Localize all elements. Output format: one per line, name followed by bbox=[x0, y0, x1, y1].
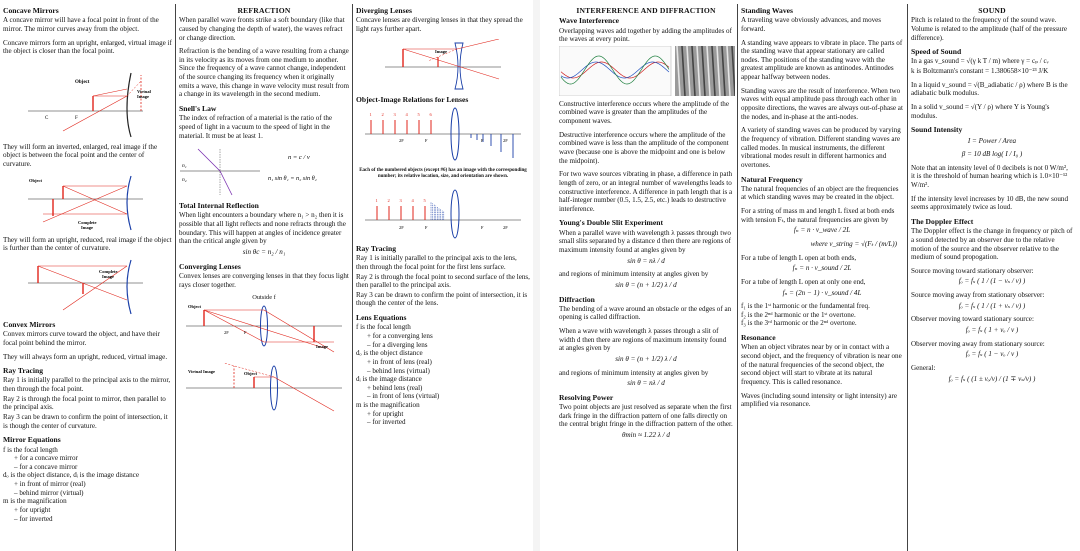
oir-caption: Each of the numbered objects (except #6) has an image with the corresponding number; its relative location, size, and orientation are shown. bbox=[359, 167, 527, 179]
object-number-1: 1 bbox=[369, 111, 372, 117]
intensity-p2: If the intensity level increases by 10 dB, the new sound seems approximately twice as loud. bbox=[911, 194, 1069, 212]
concave-inverted-text: They will form an inverted, enlarged, real image if the object is between the focal point and the center of curvature. bbox=[3, 142, 158, 169]
svg-text:Complete: Complete bbox=[98, 269, 117, 275]
mirror-ray-2: Ray 2 is through the focal point to mirror, then parallel to the principal axis. bbox=[3, 394, 166, 412]
label-object: Object bbox=[74, 79, 89, 85]
refraction-p1: When parallel wave fronts strike a soft boundary (like that caused by changing the depth of water), the waves refract or change direction. bbox=[179, 16, 345, 42]
youngs-max-eq: sin θ = nλ / d bbox=[627, 256, 665, 265]
svg-text:F: F bbox=[425, 224, 428, 230]
solid-eq: In a solid v_sound = √(Y / ρ) where Y is Young's modulus. bbox=[911, 102, 1050, 120]
index-eq: n = c / v bbox=[288, 154, 310, 162]
sound-column bbox=[908, 6, 1076, 551]
standing-p4: A variety of standing waves can be produced by varying the frequency of vibration. Different standing waves are called modes. In musical instruments, the different vibrational modes result in different harmonics and overtones. bbox=[741, 126, 901, 169]
numbered-objects bbox=[370, 112, 433, 134]
svg-text:Object: Object bbox=[244, 370, 257, 376]
object-image-relations-diagram bbox=[363, 106, 523, 164]
doppler-heading: The Doppler Effect bbox=[911, 217, 974, 226]
ray-2 bbox=[93, 89, 127, 96]
svg-text:2F: 2F bbox=[224, 329, 229, 335]
liquid-eq: In a liquid v_sound = √(B_adiabatic / ρ) where B is the adiabatic bulk modulus. bbox=[911, 80, 1068, 98]
sound-p1: Pitch is related to the frequency of the sound wave. Volume is related to the amplitude (half of the pressure difference). bbox=[911, 16, 1068, 42]
svg-text:Image: Image bbox=[101, 274, 114, 280]
diffraction-max-eq: sin θ = (n + 1/2) λ / d bbox=[615, 355, 677, 364]
svg-text:2F: 2F bbox=[503, 224, 508, 230]
doppler-case-2-eq: fₒ = fₛ ( 1 / (1 + vₛ / v) ) bbox=[958, 301, 1026, 310]
svg-text:n₁: n₁ bbox=[182, 163, 187, 170]
standing-p2: A standing wave appears to vibrate in place. The parts of the standing wave that appear stationary are called nodes. The positions of the standing wave with the greatest amplitude are known as antinodes. Antinodes appear halfway between nodes. bbox=[741, 38, 903, 82]
svg-text:Image: Image bbox=[316, 343, 328, 349]
doppler-p1: The Doppler effect is the change in frequency or pitch of a sound detected by an observer due to the relative motion of the source and the observer relative to the medium of sound propogation. bbox=[911, 227, 1073, 262]
diffraction-p3: and regions of minimum intensity at angles given by bbox=[559, 368, 709, 377]
converging-inside-f-diagram bbox=[184, 363, 344, 413]
outside-f-label: Outside f bbox=[252, 294, 276, 302]
object2-number-5: 5 bbox=[423, 197, 426, 203]
standing-waves-column bbox=[738, 6, 906, 551]
concave-mirrors-column bbox=[0, 6, 175, 551]
converging-outside-f-diagram bbox=[184, 304, 344, 359]
snells-law-p1: The index of refraction of a material is the ratio of the speed of light in a vacuum to the speed of light in the material. It must be at least 1. bbox=[179, 114, 333, 140]
wave-interference-heading: Wave Interference bbox=[559, 16, 619, 26]
mirror-ray-3: Ray 3 can be drawn to confirm the point of intersection, it is though the center of curvature. bbox=[3, 413, 168, 430]
concave-reduced-image-diagram bbox=[23, 258, 153, 316]
snells-law-diagram bbox=[180, 145, 348, 197]
label-virtual: Virtual bbox=[136, 88, 151, 94]
label-image: Image bbox=[136, 93, 149, 99]
snell-eq: n₁ sin θ₁ = n₂ sin θ₂ bbox=[268, 175, 317, 183]
mirror-ray-tracing-heading: Ray Tracing bbox=[3, 366, 44, 376]
youngs-heading: Young's Double Slit Experiment bbox=[559, 218, 664, 228]
svg-text:F: F bbox=[244, 329, 247, 335]
lens-ray-3: Ray 3 can be drawn to confirm the point of intersection, it is though the center of the lens. bbox=[356, 290, 528, 308]
svg-text:Object: Object bbox=[28, 177, 42, 183]
diffraction-heading: Diffraction bbox=[559, 294, 595, 304]
doppler-case-2-label: Source moving away from stationary observer: bbox=[911, 291, 1045, 300]
object2-number-1: 1 bbox=[375, 197, 378, 203]
numbered-objects-2 bbox=[376, 198, 427, 220]
resonance-p1: When an object vibrates near by or in contact with a second object, and the frequency of vibration is near one of the natural frequencies of the second object, the second object will start to vibrate at its natural frequency. This is called resonance. bbox=[741, 343, 902, 386]
refraction-column bbox=[176, 6, 352, 551]
svg-text:Image: Image bbox=[80, 224, 93, 230]
lens-ray-2: Ray 2 is through the focal point to second surface of the lens, then parallel to the principal axis. bbox=[356, 272, 530, 290]
standing-p3: Standing waves are the result of interference. When two waves with equal amplitude pass through each other in opposite directions, the waves are always out-of-phase at the nodes, and in-phase at the anti-nodes. bbox=[741, 86, 903, 121]
resolving-eq: θmin ≈ 1.22 λ / d bbox=[622, 431, 670, 440]
resonance-heading: Resonance bbox=[741, 333, 776, 343]
harmonic-3: f₃ is the 3ʳᵈ harmonic or the 2ⁿᵈ overtone. bbox=[741, 319, 857, 328]
object2-number-3: 3 bbox=[399, 197, 402, 203]
diffraction-min-eq: sin θ = nλ / d bbox=[627, 379, 665, 388]
mirror-ray-1: Ray 1 is initially parallel to the principal axis to the mirror, then through the focal point. bbox=[3, 376, 171, 394]
youngs-p2: and regions of minimum intensity at angles given by bbox=[559, 270, 709, 279]
doppler-general-eq: fₒ = fₛ ( (1 ± vₒ/v) / (1 ∓ vₛ/v) ) bbox=[948, 374, 1036, 383]
concave-mirrors-heading: Concave Mirrors bbox=[3, 6, 59, 15]
right-page bbox=[540, 0, 1080, 551]
object-image-relations-heading: Object-Image Relations for Lenses bbox=[356, 94, 469, 104]
interference-heading: INTERFERENCE AND DIFFRACTION bbox=[576, 6, 716, 15]
wave-interference-diagram bbox=[559, 46, 735, 96]
two-source-p: For two wave sources vibrating in phase, a difference in path length of zero, or an integral number of wavelengths leads to constructive interference. A difference in path length that is a half-integer number (0.5, 1.5, 2.5, etc.) leads to destructive interference. bbox=[559, 170, 733, 213]
refraction-heading: REFRACTION bbox=[237, 6, 291, 15]
convex-p1: Convex mirrors curve toward the object, and have their focal point behind the mirror. bbox=[3, 330, 160, 347]
diffraction-p1: The bending of a wave around an obstacle or the edges of an opening is called diffraction. bbox=[559, 304, 732, 322]
tir-p1: When light encounters a boundary where n₁ > n₂ then it is possible that all light reflects and none refracts through the boundary. This will happen at angles of incidence greater than the critical angle given by bbox=[179, 211, 346, 246]
svg-text:2F: 2F bbox=[399, 137, 404, 143]
doppler-general-label: General: bbox=[911, 363, 936, 372]
critical-angle-eq: sin θc = n₂ / n₁ bbox=[242, 248, 286, 256]
label-c: C bbox=[44, 115, 48, 121]
object-number-3: 3 bbox=[393, 111, 396, 117]
tube-both-p: For a tube of length L open at both ends, bbox=[741, 253, 857, 262]
standing-p1: A traveling wave obviously advances, and moves forward. bbox=[741, 16, 882, 33]
youngs-min-eq: sin θ = (n + 1/2) λ / d bbox=[615, 280, 677, 289]
object2-number-4: 4 bbox=[411, 197, 414, 203]
intensity-p1: Note that an intensity level of 0 decibels is not 0 W/m², it is the threshold of human hearing which is 1.0×10⁻¹² W/m². bbox=[911, 163, 1068, 190]
doppler-case-1-eq: fₒ = fₛ ( 1 / (1 − vₛ / v) ) bbox=[958, 277, 1026, 286]
standing-waves-heading: Standing Waves bbox=[741, 6, 793, 15]
object2-number-2: 2 bbox=[387, 197, 390, 203]
tube-one-p: For a tube of length L open at only one end, bbox=[741, 277, 866, 286]
svg-text:Complete: Complete bbox=[77, 219, 96, 225]
wave-interference-p1: Overlapping waves add together by adding the amplitudes of the waves at every point. bbox=[559, 26, 732, 44]
tube-both-eq: fₙ = n · v_sound / 2L bbox=[792, 264, 852, 273]
mirror-eq-list: f is the focal length + for a concave mirror – for a concave mirror dₒ is the object distance, dᵢ is the image distance + in front of mirror (real) – behind mirror (virtual) m is the magnification + for upright – for inverted bbox=[3, 445, 139, 523]
doppler-case-3-eq: fₒ = fₛ ( 1 + vₒ / v ) bbox=[965, 326, 1019, 335]
lens-ray-1: Ray 1 is initially parallel to the principal axis to the lens, then through the focal point for the first lens surface. bbox=[356, 254, 517, 271]
tir-heading: Total Internal Reflection bbox=[179, 201, 259, 211]
concave-real-image-diagram bbox=[23, 174, 153, 232]
svg-text:2F: 2F bbox=[503, 137, 508, 143]
svg-text:F: F bbox=[425, 137, 428, 143]
diverging-p1: Concave lenses are diverging lenses in that they spread the light rays further apart. bbox=[356, 16, 523, 33]
converging-p1: Convex lenses are converging lenses in that they focus light rays closer together. bbox=[179, 271, 349, 289]
doppler-case-4-label: Observer moving away from stationary source: bbox=[911, 339, 1045, 348]
concave-intro: A concave mirror will have a focal point in front of the mirror. The mirror curves away from the object. bbox=[3, 16, 159, 33]
gas-eq: In a gas v_sound = √(γ k T / m) where γ = cₚ / cᵥ bbox=[911, 57, 1049, 66]
diverging-lenses-heading: Diverging Lenses bbox=[356, 6, 412, 15]
convex-mirrors-heading: Convex Mirrors bbox=[3, 320, 56, 330]
string-eq: fₙ = n · v_wave / 2L bbox=[793, 226, 851, 235]
youngs-p1: When a parallel wave with wavelength λ passes through two small slits separated by a distance d then there are regions of maximum intensity found at angles given by bbox=[559, 228, 731, 254]
object-number-2: 2 bbox=[381, 111, 384, 117]
doppler-case-3-label: Observer moving toward stationary source: bbox=[911, 315, 1034, 324]
diverging-lenses-column bbox=[353, 6, 533, 551]
boltzmann-text: k is Boltzmann's constant = 1.380658×10⁻²³ J/K bbox=[911, 67, 1049, 76]
lens-eq-list: f is the focal length + for a converging lens – for a diverging lens dₒ is the object distance + in front of lens (real) – behind lens (virtual) dᵢ is the image distance + behind lens (real) – in front of lens (virtual) m is the magnification + for upright – for inverted bbox=[356, 323, 440, 427]
diverging-lens-diagram bbox=[383, 39, 503, 91]
natural-frequency-heading: Natural Frequency bbox=[741, 174, 803, 184]
svg-text:2F: 2F bbox=[399, 224, 404, 230]
object-number-5: 5 bbox=[417, 111, 420, 117]
object-number-6: 6 bbox=[429, 111, 432, 117]
svg-text:n₂: n₂ bbox=[182, 177, 187, 184]
virtual-image-fan bbox=[431, 202, 444, 220]
harmonic-2: f₂ is the 2ⁿᵈ harmonic or the 1ˢᵗ overtone. bbox=[741, 310, 856, 319]
svg-text:Image: Image bbox=[435, 48, 447, 54]
doppler-case-4-eq: fₒ = fₛ ( 1 − vₒ / v ) bbox=[965, 350, 1019, 359]
sound-heading: SOUND bbox=[978, 6, 1006, 15]
speed-of-sound-heading: Speed of Sound bbox=[911, 47, 962, 57]
doppler-case-1-label: Source moving toward stationary observer: bbox=[911, 266, 1034, 275]
lens-ray-tracing-heading: Ray Tracing bbox=[356, 243, 397, 253]
ray-1-reflected bbox=[63, 96, 127, 131]
label-f: F bbox=[74, 115, 78, 121]
lens-equations-heading: Lens Equations bbox=[356, 313, 407, 323]
concave-reduced-text: They will form an upright, reduced, real image if the object is further than the center of curvature. bbox=[3, 235, 172, 253]
convex-p2: They will always form an upright, reduced, virtual image. bbox=[3, 352, 168, 361]
harmonic-1: f₁ is the 1ˢᵗ harmonic or the fundamental freq. bbox=[741, 302, 870, 311]
mirror-equations-heading: Mirror Equations bbox=[3, 435, 61, 445]
svg-text:Object: Object bbox=[188, 303, 201, 309]
converging-lenses-heading: Converging Lenses bbox=[179, 261, 241, 271]
sound-intensity-heading: Sound Intensity bbox=[911, 125, 963, 135]
resolving-p1: Two point objects are just resolved as separate when the first dark fringe in the diffraction pattern of one falls directly on the central bright fringe in the diffraction pattern of the other. bbox=[559, 403, 733, 429]
natural-p1: The natural frequencies of an object are the frequencies at which standing waves may be created in the object. bbox=[741, 184, 899, 202]
constructive-p: Constructive interference occurs where the amplitude of the combined wave is greater than the amplitudes of the component waves. bbox=[559, 99, 729, 126]
svg-text:F: F bbox=[481, 137, 484, 143]
concave-virtual-image-diagram bbox=[23, 61, 153, 139]
destructive-p: Destructive interference occurs where the amplitude of the combined wave is less than the amplitude of the component wave (because one is above the midpoint and one is below the midpoint). bbox=[559, 130, 729, 165]
snells-law-heading: Snell's Law bbox=[179, 104, 217, 114]
interference-column bbox=[556, 6, 736, 551]
string-p: For a string of mass m and length L fixed at both ends with tension Fₜ, the natural frequencies are given by bbox=[741, 207, 895, 224]
svg-text:Virtual Image: Virtual Image bbox=[188, 368, 215, 374]
object-number-4: 4 bbox=[405, 111, 408, 117]
object-image-relations-diagram-2 bbox=[363, 184, 523, 240]
decibel-eq: β = 10 dB log( I / I₀ ) bbox=[961, 150, 1023, 159]
page-gutter bbox=[533, 0, 540, 551]
refraction-p2: Refraction is the bending of a wave resulting from a change in its velocity as its moves from one medium to another. Since the frequency of a wave cannot change, independent of the source changing its frequency when it originally emits a wave, this change in wave velocity must result from a change in its wavelength in the second medium. bbox=[179, 47, 350, 99]
tube-one-eq: fₙ = (2n − 1) · v_sound / 4L bbox=[782, 288, 862, 297]
left-page bbox=[0, 0, 533, 551]
resonance-p2: Waves (including sound intensity or light intensity) are amplified via resonance. bbox=[741, 391, 898, 409]
svg-text:F: F bbox=[481, 224, 484, 230]
concave-virtual-text: Concave mirrors form an upright, enlarged, virtual image if the object is closer than the focal point. bbox=[3, 38, 172, 56]
intensity-eq: I = Power / Area bbox=[967, 136, 1017, 145]
diffraction-p2: When a wave with wavelength λ passes through a slit of width d then there are regions of maximum intensity found at angles given by bbox=[559, 327, 727, 353]
string-where-eq: where v_string = √(Fₜ / (m/L)) bbox=[810, 239, 897, 248]
mirror-curve bbox=[127, 73, 131, 137]
resolving-power-heading: Resolving Power bbox=[559, 392, 614, 402]
